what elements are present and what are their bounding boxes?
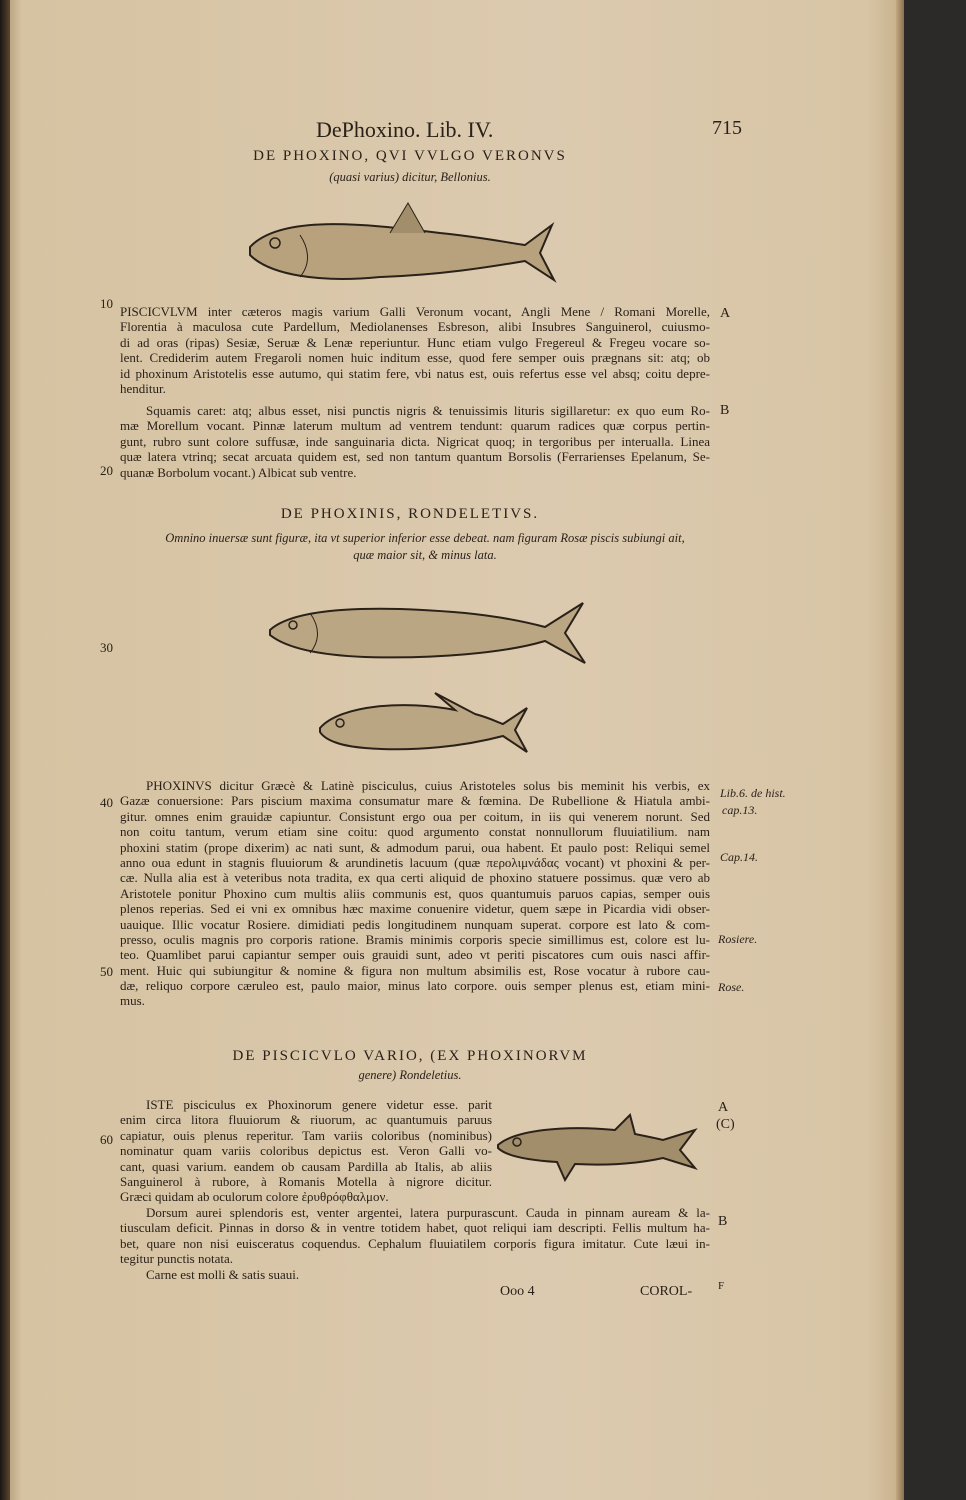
text-line: nominatur quam variis coloribus depictus est. Veron Galli vo- (120, 1143, 492, 1159)
text-line: ISTE pisciculus ex Phoxinorum genere videtur esse. parit (146, 1097, 492, 1112)
margin-note-cap13: cap.13. (722, 803, 758, 817)
margin-note-rosiere: Rosiere. (718, 932, 758, 946)
section2-title: DE PHOXINIS, RONDELETIVS. (280, 506, 540, 522)
text-line: PHOXINVS dicitur Græcè & Latinè pisciculus, cuius Aristoteles solus bis meminit his verbis, ex (146, 778, 710, 793)
section1-paragraph2 (120, 403, 710, 480)
text-line: Græci quidam ab oculorum colore ἐρυθρόφθαλμον. (120, 1189, 389, 1205)
margin-letter-c: (C) (716, 1117, 735, 1132)
text-line: cant, quasi varium. eandem ob causam Pardilla ab Italis, ab aliis (120, 1158, 492, 1174)
margin-letter-a: A (720, 306, 731, 321)
section3-subtitle: genere) Rondeletius. (358, 1068, 462, 1082)
text-line: gunt, rubro sunt colore suffusæ, inde sanguinaria dicta. Nigricat quoq; in tergoribus per interualla. Linea (120, 433, 710, 449)
fish-illustration-phoxinus-lower (315, 690, 530, 760)
section1-paragraph1 (120, 304, 710, 396)
text-line: di ad oras (ripas) Sesiæ, Seruæ & Lenæ reperiuntur. Hunc etiam vulgo Fregereul & Fregeu vocare so- (120, 334, 710, 350)
text-line: mus. (120, 993, 145, 1009)
margin-note-rose: Rose. (718, 980, 745, 994)
book-binding-edge (0, 0, 10, 1500)
section2-note-line: quæ maior sit, & minus lata. (353, 548, 497, 562)
text-line: presso, oculis magnis pro corporis ratione. Bramis minimis corporis specie simillimus est, colore est lu- (120, 931, 710, 947)
text-line: dæ, reliquo corpore cæruleo est, paulo maior, minus lato corpore. ouis semper plenus est, etiam mini- (120, 978, 710, 994)
section2-note-line: Omnino inuersæ sunt figuræ, ita vt superior inferior esse debeat. nam figuram Rosæ piscis subiungi ait, (165, 531, 685, 545)
text-line: id phoxinum Aristotelis esse autumo, qui statim fere, vbi natus est, ouis refertus esse vel absq; coitu depre- (120, 365, 710, 381)
text-line: teo. Quamlibet parui capiantur semper ouis grauidi sunt, adeo vt periti piscatores cum ouis nasci affir- (120, 947, 710, 963)
text-line: bet, quare non nisi euisceratus coquendus. Cephalum fluuiatilem corporis figura imitatur. Cute læui in- (120, 1235, 710, 1251)
text-line: Dorsum aurei splendoris est, venter argentei, latera purpurascunt. Cauda in pinnam auream & la- (146, 1205, 710, 1220)
line-number-40: 40 (100, 795, 113, 810)
text-line: capiatur, ouis plenus reperitur. Tam variis coloribus (nominibus) (120, 1127, 492, 1143)
page-edge (896, 0, 904, 1500)
text-line: lent. Crediderim autem Fregaroli nomen huic inditum esse, quod fere semper ouis prægnans sit: atq; ob (120, 350, 710, 366)
signature-mark: Ooo 4 (500, 1284, 535, 1299)
margin-letter-b: B (718, 1214, 728, 1229)
text-line: Squamis caret: atq; albus esset, nisi punctis nigris & tenuissimis lituris sigillaretur: ex quo eum Ro- (146, 403, 710, 418)
page-number: 715 (712, 117, 742, 139)
text-line: Sanguinerol à rubore, à Romanis Motella à nigrore dicitur. (120, 1173, 492, 1189)
margin-note-lib6: Lib.6. de hist. (720, 786, 786, 800)
line-number-60: 60 (100, 1132, 113, 1147)
text-line: gitur. omnes enim grauidæ capiuntur. Consistunt ergo oua per coitum, in iis qui venerem norunt. Sed (120, 808, 710, 824)
margin-letter-b: B (720, 403, 730, 418)
text-line: cæ. Nulla alia est à veteribus nota tradita, ex qua certi aliquid de phoxino statuere possimus. quæ vero ab (120, 870, 710, 886)
fish-illustration-phoxinus-upper (265, 595, 590, 675)
text-line: ment. Huic qui subiungitur & nomine & figura non multum absimilis est, Rose vocatur à rubore cau- (120, 962, 710, 978)
text-line: tegitur punctis notata. (120, 1251, 234, 1267)
running-head: DePhoxino. Lib. IV. (316, 117, 494, 142)
line-number-20: 20 (100, 463, 113, 478)
text-line: mæ Morellum vocant. Pinnæ laterum multum ad ventrem tendunt: quarum radices quæ corpus pertin- (120, 418, 710, 434)
text-line: Carne est molli & satis suaui. (146, 1266, 300, 1282)
text-line: quanæ Borbolum vocant.) Albicat sub ventre. (120, 464, 357, 480)
text-line: plenos reperias. Sed ei vni ex omnibus hæc maxime conuenire videtur, quem sæpe in Picardia vidi obser- (120, 901, 710, 917)
text-line: enim circa litora fluuiorum & riuorum, ac quantumuis paruus (120, 1112, 492, 1128)
fish-illustration-varius (495, 1110, 700, 1185)
margin-letter-f: F (718, 1280, 725, 1292)
section3-paragraph2 (120, 1205, 710, 1282)
line-number-50: 50 (100, 964, 113, 979)
section3-paragraph1 (120, 1097, 492, 1205)
text-line: non coitu tantum, verum etiam sine coitu: quod argumento constat nonnullorum fluuiatilium. nam (120, 824, 710, 840)
text-line: Aristotele ponitur Phoxino cum multis aliis communis est, quos quantumuis paruos capias, semper ouis (120, 885, 710, 901)
margin-letter-a: A (718, 1100, 729, 1115)
text-line: henditur. (120, 380, 166, 396)
text-line: PISCICVLVM inter cæteros magis varium Galli Veronum vocant, Angli Mene / Romani Morelle, (120, 304, 710, 319)
line-number-10: 10 (100, 296, 113, 311)
text-line: Florentia à maculosa cute Pardellum, Mediolanenses Esbreson, alibi Insubres Sanguinerol, cuiusmo- (120, 319, 710, 335)
section2-paragraph (120, 778, 710, 1009)
margin-note-cap14: Cap.14. (720, 850, 759, 864)
section1-subtitle: (quasi varius) dicitur, Bellonius. (329, 170, 491, 184)
text-line: uauique. Illic vocatur Rosiere. dimidiati pedis longitudinem nunquam superat. corpore est lato & com- (120, 916, 710, 932)
section1-title: DE PHOXINO, QVI VVLGO VERONVS (253, 148, 567, 164)
line-number-30: 30 (100, 640, 113, 655)
text-line: tiusculam deficit. Pinnas in dorso & in ventre totidem habet, quot reliqui iam descripti. Fellis multum ha- (120, 1220, 710, 1236)
text-line: anno oua edunt in stagnis fluuiorum & arundinetis lacuum (quæ περολιμνάδας vocant) vt phoxini & per- (120, 854, 710, 870)
fish-illustration-veronus (240, 195, 560, 300)
section2-note (150, 530, 700, 564)
text-line: phoxini statim (prope dixerim) ac nati sunt, & admodum parui, oua habent. Et paulo post: Reliqui semel (120, 839, 710, 855)
text-line: Gazæ conuersione: Pars piscium maxima consumatur mare & fœmina. De Rubellione & Hiatula ambi- (120, 793, 710, 809)
catchword: COROL- (640, 1284, 693, 1299)
text-line: quæ latera vtrinq; secat arcuata quidem est, sed non tantum quantum Borsolis (Ferrarienses Epelanum, Se- (120, 449, 710, 465)
section3-title: DE PISCICVLO VARIO, (EX PHOXINORVM (232, 1048, 588, 1064)
